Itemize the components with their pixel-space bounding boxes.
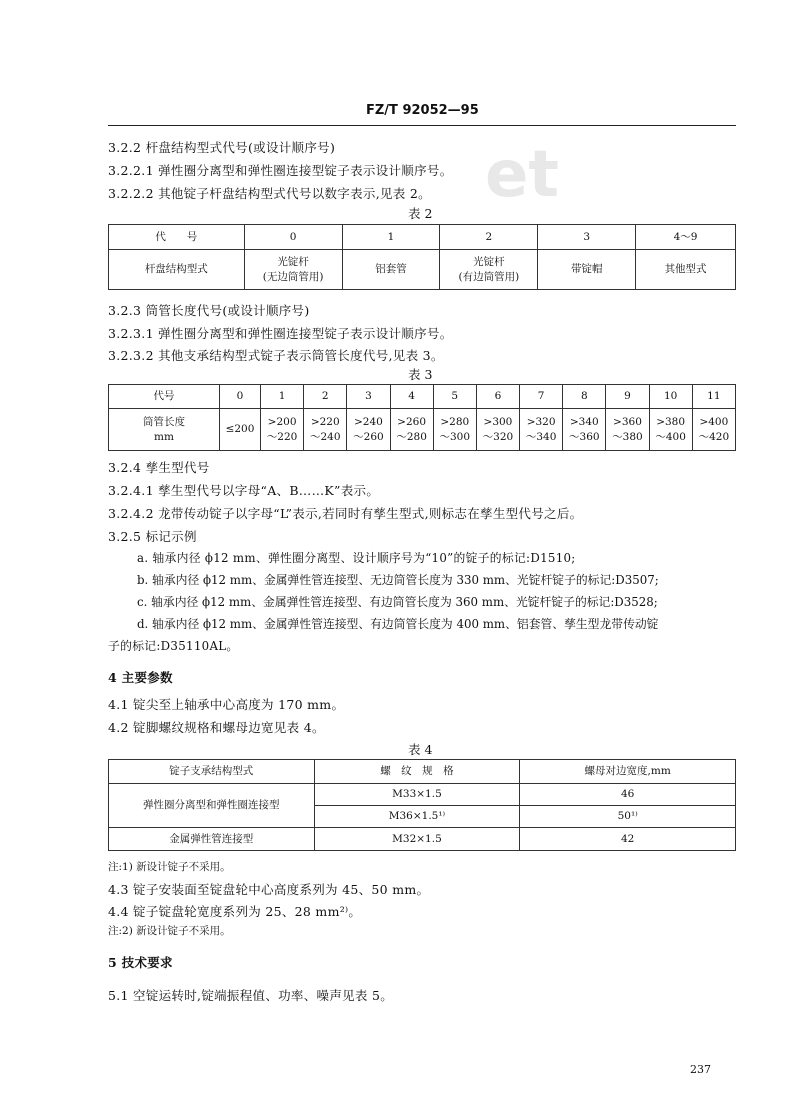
range-line: >340 [569, 416, 599, 429]
table-3-range [390, 409, 433, 451]
table-3-range [606, 409, 649, 451]
table-3-code: 0 [220, 385, 261, 409]
table-2-header-cell: 4～9 [636, 225, 736, 250]
table-4-width-cell: 46 [520, 784, 736, 806]
range-line: ～260 [353, 430, 384, 443]
cell-line: 光锭杆 [473, 256, 505, 269]
section-4-4-note: 注:2) 新设计锭子不采用。 [108, 925, 231, 937]
range-line: >320 [526, 416, 556, 429]
table-3-code: 2 [304, 385, 347, 409]
table-3-code: 5 [433, 385, 476, 409]
table-3-range [304, 409, 347, 451]
table-4-thread-cell: M36×1.5¹⁾ [314, 806, 520, 828]
table-3-code: 4 [390, 385, 433, 409]
range-line: ～220 [266, 430, 298, 443]
section-3-2-4-2: 3.2.4.2 龙带传动锭子以字母“L”表示,若同时有孳生型式,则标志在孳生型代号之后。 [108, 506, 583, 521]
table-2-cell [636, 250, 736, 290]
table-4-width-cell: 42 [520, 828, 736, 851]
table-2-cell [342, 250, 440, 290]
table-4-header: 螺 纹 规 格 [314, 760, 520, 784]
table-2-header-cell: 3 [538, 225, 636, 250]
table-4-caption: 表 4 [408, 742, 433, 757]
section-3-2-4-title: 3.2.4 孳生型代号 [108, 460, 210, 475]
section-3-2-2-1: 3.2.2.1 弹性圈分离型和弹性圈连接型锭子表示设计顺序号。 [108, 163, 453, 178]
page-number: 237 [690, 1063, 711, 1076]
row-label-line: 筒管长度 [143, 416, 185, 429]
section-3-2-3-1: 3.2.3.1 弹性圈分离型和弹性圈连接型锭子表示设计顺序号。 [108, 326, 453, 341]
range-line: >240 [354, 416, 383, 429]
section-5-title: 5 技术要求 [108, 955, 173, 970]
table-2 [108, 224, 736, 290]
range-line: >260 [397, 416, 427, 429]
range-line: ～400 [655, 430, 686, 443]
watermark: et [485, 138, 559, 212]
range-line: >380 [656, 416, 686, 429]
table-4-note: 注:1) 新设计锭子不采用。 [108, 861, 231, 873]
table-2-header-cell: 代 号 [109, 225, 245, 250]
table-2-cell [244, 250, 342, 290]
table-4-header: 锭子支承结构型式 [109, 760, 315, 784]
range-line: ～420 [698, 430, 730, 443]
table-3-code: 1 [261, 385, 304, 409]
cell-line: (有边筒管用) [458, 270, 520, 283]
table-4-width-cell: 50¹⁾ [520, 806, 736, 828]
range-line: ～280 [396, 430, 427, 443]
table-3-code: 7 [520, 385, 563, 409]
example-d-line2: 子的标记:D35110AL。 [108, 639, 239, 653]
cell-line: 其他型式 [664, 263, 707, 276]
table-2-header-cell: 0 [244, 225, 342, 250]
table-4-type-cell: 弹性圈分离型和弹性圈连接型 [109, 784, 315, 828]
section-3-2-3-title: 3.2.3 筒管长度代号(或设计顺序号) [108, 303, 310, 318]
section-5-1: 5.1 空锭运转时,锭端振程值、功率、噪声见表 5。 [108, 988, 394, 1003]
table-3-range [520, 409, 563, 451]
section-3-2-5-title: 3.2.5 标记示例 [108, 529, 197, 544]
range-line: >280 [440, 416, 470, 429]
example-b: b. 轴承内径 ϕ12 mm、金属弹性管连接型、无边筒管长度为 330 mm、光锭杆锭子的标记:D3507; [137, 573, 659, 587]
table-3-range [563, 409, 606, 451]
table-2-caption: 表 2 [408, 206, 433, 221]
table-3-header-label: 代号 [109, 385, 220, 409]
section-4-3: 4.3 锭子安装面至锭盘轮中心高度系列为 45、50 mm。 [108, 882, 430, 897]
section-3-2-3-2: 3.2.3.2 其他支承结构型式锭子表示筒管长度代号,见表 3。 [108, 348, 444, 363]
table-3-range [649, 409, 692, 451]
range-line: >360 [613, 416, 642, 429]
table-3-code: 6 [476, 385, 519, 409]
table-3-range [220, 409, 261, 451]
example-d-line1: d. 轴承内径 ϕ12 mm、金属弹性管连接型、有边筒管长度为 400 mm、铝套管、孳生型龙带传动锭 [137, 617, 659, 631]
range-line: ～240 [309, 430, 341, 443]
table-2-header-cell: 1 [342, 225, 440, 250]
table-3-caption: 表 3 [408, 367, 433, 382]
cell-line: 带锭帽 [570, 263, 603, 276]
table-4-type-cell: 金属弹性管连接型 [109, 828, 315, 851]
document-code: FZ/T 92052—95 [366, 103, 479, 118]
cell-line: 光锭杆 [277, 256, 309, 269]
header-rule [108, 125, 736, 126]
range-line: ～300 [439, 430, 471, 443]
range-line: >300 [483, 416, 513, 429]
section-4-title: 4 主要参数 [108, 670, 173, 685]
range-line: ≤200 [225, 423, 255, 436]
table-3 [108, 384, 736, 451]
table-3-range [476, 409, 519, 451]
table-2-header-cell: 2 [440, 225, 538, 250]
table-4-thread-cell: M32×1.5 [314, 828, 520, 851]
section-4-2: 4.2 锭脚螺纹规格和螺母边宽见表 4。 [108, 720, 325, 735]
range-line: >220 [310, 416, 340, 429]
cell-line: (无边筒管用) [262, 270, 324, 283]
table-3-range [347, 409, 390, 451]
table-3-code: 10 [649, 385, 692, 409]
table-3-code: 11 [692, 385, 735, 409]
range-line: ～380 [612, 430, 643, 443]
cell-line: 铝套管 [375, 263, 407, 276]
table-3-range [433, 409, 476, 451]
section-4-1: 4.1 锭尖至上轴承中心高度为 170 mm。 [108, 697, 345, 712]
example-a: a. 轴承内径 ϕ12 mm、弹性圈分离型、设计顺序号为“10”的锭子的标记:D1510; [137, 551, 576, 565]
example-c: c. 轴承内径 ϕ12 mm、金属弹性管连接型、有边筒管长度为 360 mm、光锭杆锭子的标记:D3528; [137, 595, 658, 609]
range-line: ～340 [525, 430, 557, 443]
row-label-unit: mm [154, 430, 174, 443]
range-line: ～360 [569, 430, 600, 443]
table-3-code: 9 [606, 385, 649, 409]
table-4-header: 螺母对边宽度,mm [520, 760, 736, 784]
table-4-thread-cell: M33×1.5 [314, 784, 520, 806]
range-line: >400 [699, 416, 729, 429]
section-4-4: 4.4 锭子锭盘轮宽度系列为 25、28 mm²⁾。 [108, 904, 362, 919]
table-2-cell [538, 250, 636, 290]
range-line: ～320 [482, 430, 514, 443]
section-3-2-2-title: 3.2.2 杆盘结构型式代号(或设计顺序号) [108, 140, 336, 155]
table-3-code: 3 [347, 385, 390, 409]
range-line: >200 [267, 416, 297, 429]
table-3-range [261, 409, 304, 451]
table-2-cell [440, 250, 538, 290]
table-2-row-label: 杆盘结构型式 [109, 250, 245, 290]
table-4 [108, 759, 736, 851]
table-3-code: 8 [563, 385, 606, 409]
table-3-row-label [109, 409, 220, 451]
section-3-2-4-1: 3.2.4.1 孳生型代号以字母“A、B……K”表示。 [108, 483, 380, 498]
table-3-range [692, 409, 735, 451]
section-3-2-2-2: 3.2.2.2 其他锭子杆盘结构型式代号以数字表示,见表 2。 [108, 186, 431, 201]
